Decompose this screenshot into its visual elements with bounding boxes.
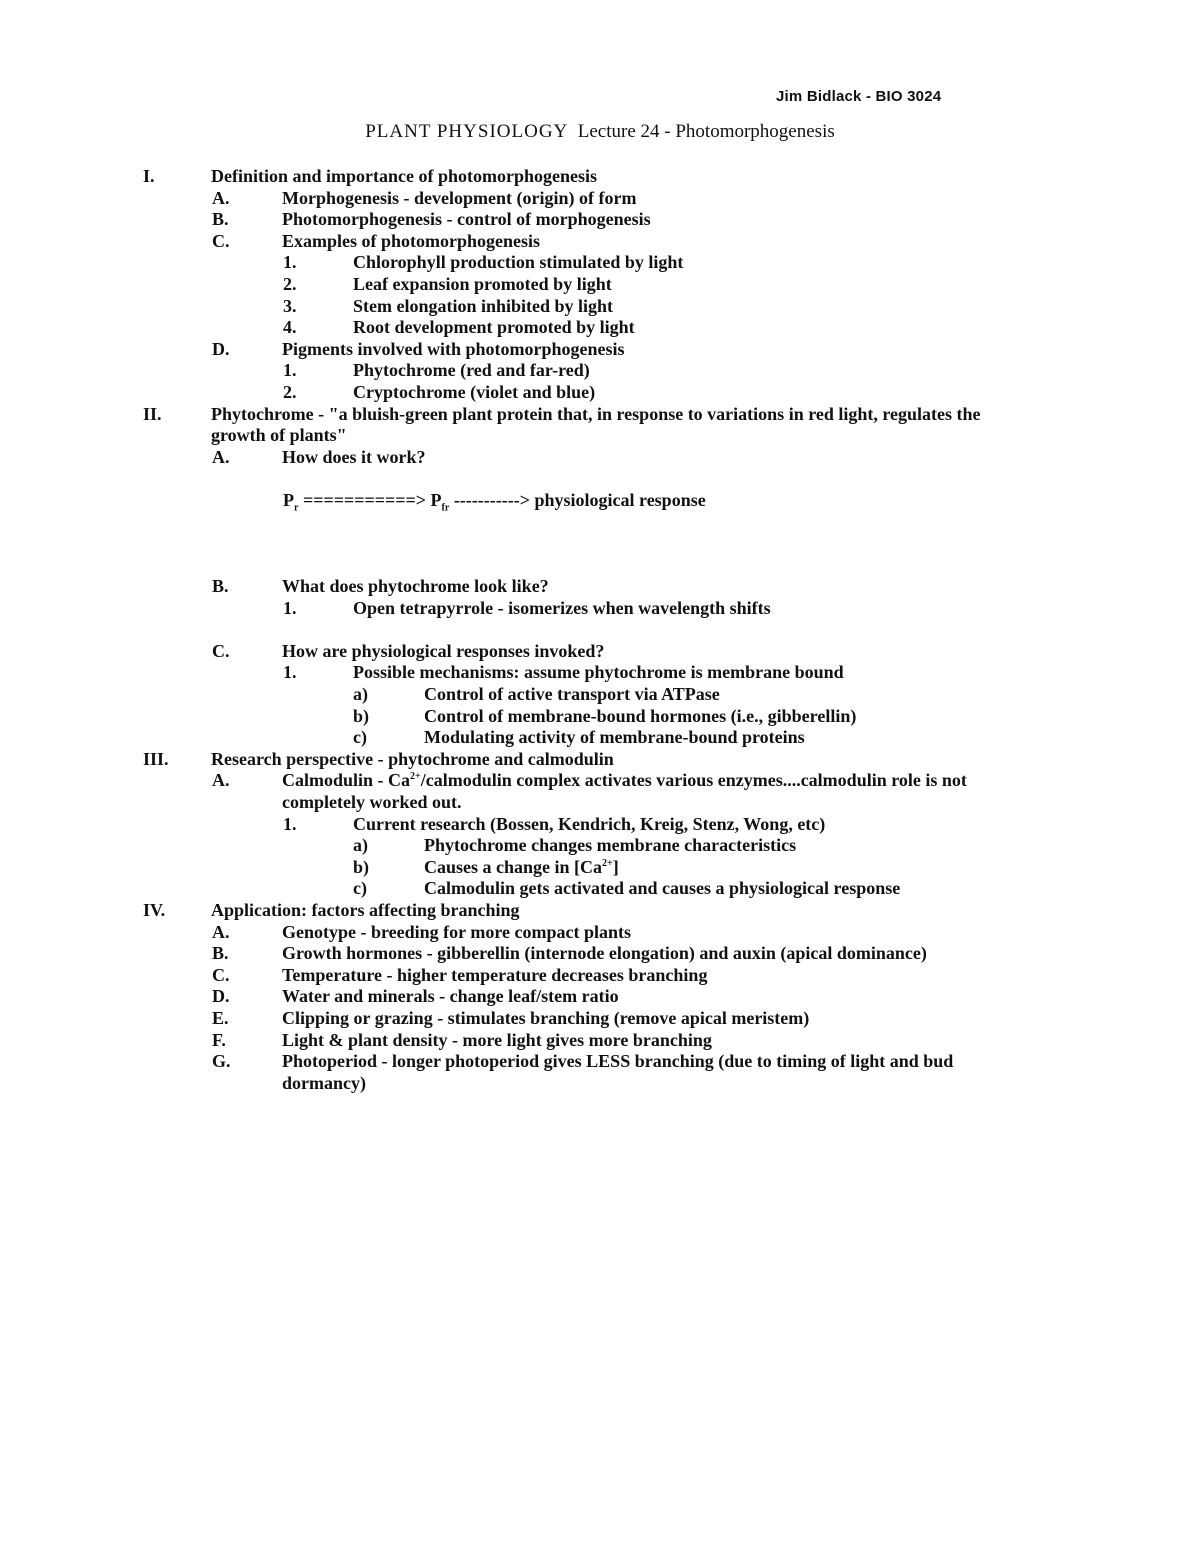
outline-marker: 3.: [283, 295, 297, 316]
title-lecture: Lecture 24 - Photomorphogenesis: [577, 121, 835, 142]
outline-item-iii-a-1: [0, 814, 1200, 836]
outline-marker: A.: [212, 187, 230, 208]
outline-marker: A.: [212, 921, 230, 942]
outline-item-iv-g-continued: [0, 1073, 1200, 1095]
outline-marker: b): [353, 856, 370, 877]
outline-marker: B.: [212, 943, 229, 964]
outline-item-iv: [0, 900, 1200, 922]
outline-marker: b): [353, 705, 370, 726]
outline-text: Possible mechanisms: assume phytochrome is membrane bound: [353, 662, 844, 683]
outline-text: Leaf expansion promoted by light: [353, 273, 612, 294]
outline-text: Cryptochrome (violet and blue): [353, 381, 596, 402]
outline-text: Chlorophyll production stimulated by light: [353, 252, 684, 273]
outline-text: completely worked out.: [282, 792, 462, 813]
outline-item-ii-b: [0, 576, 1200, 598]
outline-text: Control of membrane-bound hormones (i.e., gibberellin): [424, 705, 857, 726]
outline-text: Pigments involved with photomorphogenesis: [282, 338, 625, 359]
outline-marker: II.: [143, 403, 162, 424]
outline-text: Open tetrapyrrole - isomerizes when wavelength shifts: [353, 597, 771, 618]
outline-item-iii-a-continued: [0, 792, 1200, 814]
outline-text: Causes a change in $[Ca^{2+}]$: [424, 856, 619, 877]
outline-text: Calmodulin - $Ca^{2+}$/calmodulin complex activates various enzymes....calmodulin role is not: [282, 770, 967, 791]
outline-marker: D.: [212, 338, 230, 359]
outline-marker: 1.: [283, 360, 297, 381]
outline-item-iv-d: [0, 986, 1200, 1008]
outline-marker: C.: [212, 230, 230, 251]
outline-marker: a): [353, 684, 368, 705]
outline-item-ii-c: [0, 641, 1200, 663]
outline-text: Temperature - higher temperature decreases branching: [282, 964, 708, 985]
outline-item-ii-c-1: [0, 662, 1200, 684]
lecture-outline: [0, 166, 1200, 1094]
outline-marker: IV.: [143, 900, 166, 920]
equation-text: $P_r$ ===========> $P_{fr}$ -----------> physiological response: [283, 489, 706, 514]
outline-marker: B.: [212, 209, 229, 230]
outline-text: Water and minerals - change leaf/stem ratio: [282, 986, 619, 1007]
outline-text: Application: factors affecting branching: [211, 900, 520, 920]
outline-marker: 1.: [283, 597, 297, 618]
outline-item-i-b: [0, 209, 1200, 231]
outline-text: Research perspective - phytochrome and calmodulin: [211, 748, 614, 769]
outline-marker: C.: [212, 640, 230, 661]
outline-marker: G.: [212, 1051, 231, 1072]
outline-text: What does phytochrome look like?: [282, 576, 549, 597]
author-course-header: Jim Bidlack - BIO 3024: [776, 88, 942, 105]
outline-marker: c): [353, 727, 367, 748]
outline-text: Photoperiod - longer photoperiod gives LESS branching (due to timing of light and bud: [282, 1051, 954, 1072]
outline-marker: 4.: [283, 317, 297, 338]
outline-item-i-c-2: [0, 274, 1200, 296]
outline-marker: a): [353, 835, 368, 856]
outline-text: Photomorphogenesis - control of morphogenesis: [282, 209, 651, 230]
outline-marker: D.: [212, 986, 230, 1007]
outline-item-ii-c-1-a: [0, 684, 1200, 706]
outline-text: Stem elongation inhibited by light: [353, 295, 614, 316]
outline-item-i-d-1: [0, 360, 1200, 382]
outline-item-i-a: [0, 188, 1200, 210]
outline-item-ii-b-1: [0, 598, 1200, 620]
outline-marker: A.: [212, 770, 230, 791]
outline-marker: E.: [212, 1007, 229, 1028]
outline-text: Phytochrome changes membrane characteristics: [424, 835, 797, 856]
outline-item-i-c-4: [0, 317, 1200, 339]
outline-item-iii-a-1-b: [0, 857, 1200, 879]
outline-text: Genotype - breeding for more compact plants: [282, 921, 631, 942]
outline-item-iv-a: [0, 922, 1200, 944]
outline-text: Morphogenesis - development (origin) of form: [282, 187, 637, 208]
outline-text: Clipping or grazing - stimulates branching (remove apical meristem): [282, 1007, 810, 1028]
outline-marker: 1.: [283, 252, 297, 273]
outline-text: Phytochrome (red and far-red): [353, 360, 590, 381]
outline-item-ii-c-1-b: [0, 706, 1200, 728]
outline-item-ii: [0, 404, 1200, 426]
outline-item-iv-e: [0, 1008, 1200, 1030]
outline-item-i-d-2: [0, 382, 1200, 404]
title-course: PLANT PHYSIOLOGY: [365, 121, 569, 142]
outline-text: How does it work?: [282, 446, 426, 467]
page-title: [0, 121, 1200, 143]
outline-text: Current research (Bossen, Kendrich, Kreig, Stenz, Wong, etc): [353, 813, 826, 834]
outline-marker: 1.: [283, 813, 297, 834]
outline-item-ii-a: [0, 447, 1200, 469]
outline-text: Phytochrome - "a bluish-green plant protein that, in response to variations in red light, regulates the: [211, 403, 981, 424]
outline-item-ii-continued: [0, 425, 1200, 447]
outline-item-iv-c: [0, 965, 1200, 987]
outline-text: Examples of photomorphogenesis: [282, 230, 541, 251]
outline-text: Definition and importance of photomorphogenesis: [211, 166, 598, 186]
outline-text: Root development promoted by light: [353, 317, 635, 338]
outline-text: Growth hormones - gibberellin (internode elongation) and auxin (apical dominance): [282, 943, 927, 964]
outline-item-ii-c-1-c: [0, 727, 1200, 749]
outline-marker: F.: [212, 1029, 226, 1050]
outline-text: growth of plants": [211, 425, 347, 446]
outline-marker: c): [353, 878, 367, 899]
outline-text: Modulating activity of membrane-bound proteins: [424, 727, 805, 748]
outline-item-i-c: [0, 231, 1200, 253]
outline-item-iv-g: [0, 1051, 1200, 1073]
outline-marker: A.: [212, 446, 230, 467]
outline-item-iii-a: [0, 770, 1200, 792]
outline-text: Control of active transport via ATPase: [424, 684, 720, 705]
outline-text: Light & plant density - more light gives more branching: [282, 1029, 712, 1050]
outline-marker: III.: [143, 748, 169, 769]
outline-marker: I.: [143, 166, 155, 186]
outline-marker: B.: [212, 576, 229, 597]
outline-item-iii-a-1-a: [0, 835, 1200, 857]
outline-marker: 2.: [283, 381, 297, 402]
outline-item-i-c-3: [0, 296, 1200, 318]
outline-item-iv-f: [0, 1030, 1200, 1052]
outline-item-i-d: [0, 339, 1200, 361]
outline-marker: C.: [212, 964, 230, 985]
outline-marker: 1.: [283, 662, 297, 683]
phytochrome-equation: [0, 490, 1200, 512]
outline-item-i: [0, 166, 1200, 188]
outline-text: How are physiological responses invoked?: [282, 640, 605, 661]
outline-text: dormancy): [282, 1072, 366, 1093]
outline-item-i-c-1: [0, 252, 1200, 274]
outline-item-iii-a-1-c: [0, 878, 1200, 900]
outline-marker: 2.: [283, 273, 297, 294]
outline-item-iv-b: [0, 943, 1200, 965]
outline-text: Calmodulin gets activated and causes a physiological response: [424, 878, 901, 899]
outline-item-iii: [0, 749, 1200, 771]
